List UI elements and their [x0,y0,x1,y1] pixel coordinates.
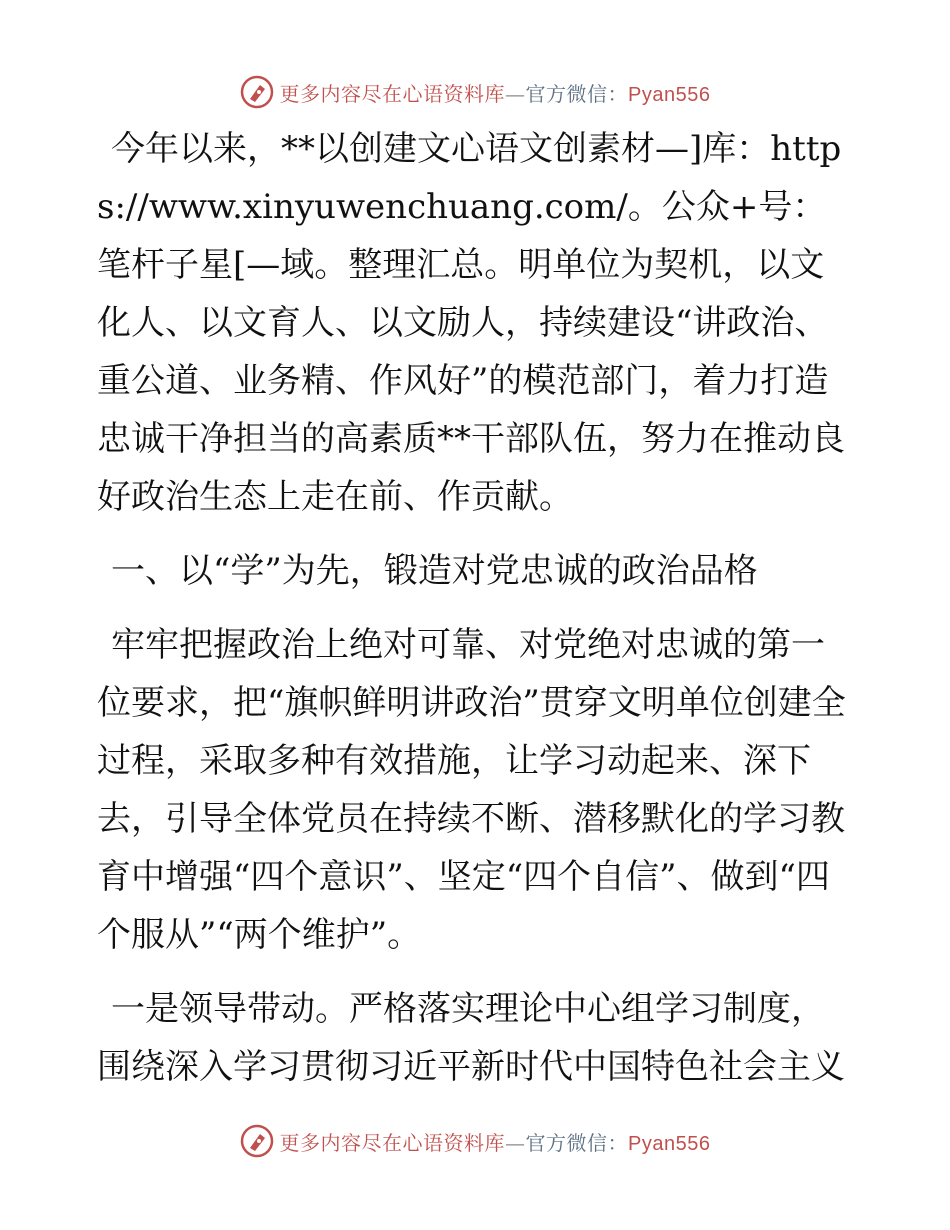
watermark-official-label: 官方微信： [525,81,629,106]
intro-paragraph: 今年以来，**以创建文心语文创素材—]库：https://www.xinyuwenchuang.com/。公众+号：笔杆子星[—域。整理汇总。明单位为契机，以文化人、以文育人、以文励人，持续建设“讲政治、重公道、业务精、作风好”的模范部门，着力打造忠诚干净担当的高素质**干部队伍，努力在推动良好政治生态上走在前、作贡献。 [97,129,845,517]
watermark-main-text: 更多内容尽在心语资料库 [279,1130,506,1155]
pen-nib-logo-icon [240,1124,274,1158]
watermark-main-text: 更多内容尽在心语资料库 [279,81,506,106]
watermark-text [280,1127,711,1156]
document-body [97,120,857,1112]
pen-nib-logo-icon [240,75,274,109]
footer-watermark [0,1121,950,1161]
watermark-text [280,78,711,107]
watermark-official-label: 官方微信： [525,1130,629,1155]
watermark-separator: — [505,81,526,106]
watermark-account-id: Pyan556 [628,1132,711,1155]
watermark-separator: — [505,1130,526,1155]
item-paragraph: 一是领导带动。严格落实理论中心组学习制度，围绕深入学习贯彻习近平新时代中国特色社会主义 [97,989,845,1087]
header-watermark [0,72,950,112]
watermark-account-id: Pyan556 [628,83,711,106]
section-heading: 一、以“学”为先，锻造对党忠诚的政治品格 [111,551,758,591]
section-paragraph: 牢牢把握政治上绝对可靠、对党绝对忠诚的第一位要求，把“旗帜鲜明讲政治”贯穿文明单位创建全过程，采取多种有效措施，让学习动起来、深下去，引导全体党员在持续不断、潜移默化的学习教育中增强“四个意识”、坚定“四个自信”、做到“四个服从”“两个维护”。 [97,625,846,955]
